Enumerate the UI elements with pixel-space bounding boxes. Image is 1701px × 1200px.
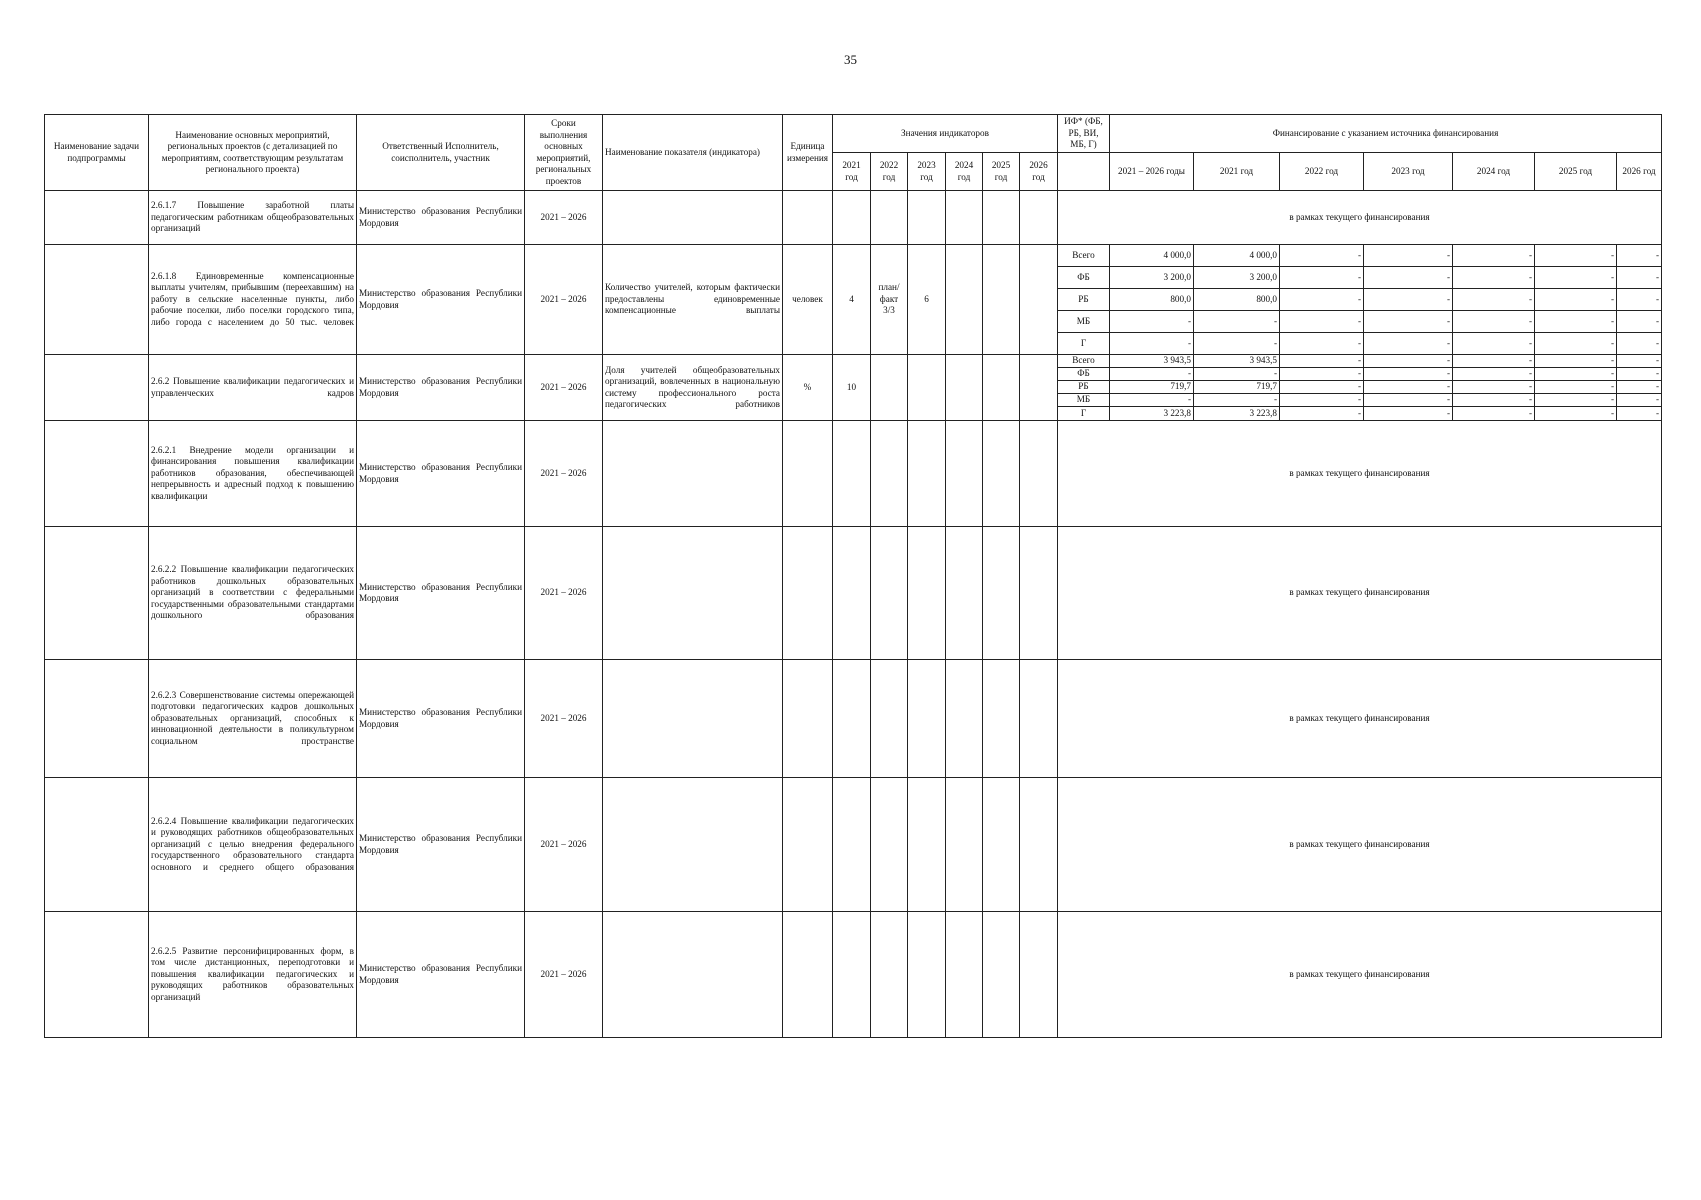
measure-cell: 2.6.1.7 Повышение заработной платы педагогическим работникам общеобразовательных организаций [149, 191, 357, 245]
page-number: 35 [844, 52, 857, 67]
fin-total: - [1110, 368, 1194, 381]
terms-cell: 2021 – 2026 [525, 660, 603, 778]
unit-cell: человек [783, 245, 833, 355]
source-cell: МБ [1058, 394, 1110, 407]
header-measures: Наименование основных мероприятий, региональных проектов (с детализацией по мероприятиям, соответствующим результатам регионального проекта) [149, 115, 357, 191]
header-fin-2026: 2026 год [1617, 153, 1662, 191]
source-cell: ФБ [1058, 267, 1110, 289]
header-fin-2023: 2023 год [1364, 153, 1453, 191]
header-unit: Единица измерения [783, 115, 833, 191]
source-cell: Всего [1058, 245, 1110, 267]
fin-2021: 719,7 [1194, 381, 1280, 394]
terms-cell: 2021 – 2026 [525, 778, 603, 912]
measure-cell: 2.6.2.5 Развитие персонифицированных форм, в том числе дистанционных, переподготовки и повышения квалификации педагогических и руководящих работников образовательных организаций [149, 912, 357, 1038]
executor-cell: Министерство образования Республики Мордовия [357, 912, 525, 1038]
source-cell: РБ [1058, 289, 1110, 311]
terms-cell: 2021 – 2026 [525, 191, 603, 245]
table-row [45, 778, 1662, 912]
fin-total: - [1110, 333, 1194, 355]
header-source: ИФ* (ФБ, РБ, ВИ, МБ, Г) [1058, 115, 1110, 153]
header-fin-2025: 2025 год [1535, 153, 1617, 191]
header-year-2022: 2022 год [871, 153, 908, 191]
header-fin-2022: 2022 год [1280, 153, 1364, 191]
fin-2021: 3 200,0 [1194, 267, 1280, 289]
header-fin-total: 2021 – 2026 годы [1110, 153, 1194, 191]
financing-note: в рамках текущего финансирования [1058, 660, 1662, 778]
header-year-2024: 2024 год [946, 153, 983, 191]
fin-2021: 3 223,8 [1194, 407, 1280, 421]
financing-note: в рамках текущего финансирования [1058, 421, 1662, 527]
executor-cell: Министерство образования Республики Мордовия [357, 421, 525, 527]
measure-cell: 2.6.2.3 Совершенствование системы опережающей подготовки педагогических кадров дошкольных образовательных организаций, способных к инновационной деятельности в поликультурном социальном пространстве [149, 660, 357, 778]
header-year-2023: 2023 год [908, 153, 946, 191]
table-row: РБ 800,0 800,0 - - - - - [45, 289, 1662, 311]
fin-2021: 800,0 [1194, 289, 1280, 311]
header-source-empty [1058, 153, 1110, 191]
table-row: 2.6.1.8 Единовременные компенсационные выплаты учителям, прибывшим (переехавшим) на работу в сельские населенные пункты, либо рабочие поселки, либо поселки городского типа, либо города с населением до 50 тыс. человек Министерство образования Республики Мордовия 2021 – 2026 Количество учителей, которым фактически предоставлены единовременные компенсационные выплаты человек 4 план/ факт 3/3 6 Всего 4 000,0 4 000,0 - - - - - [45, 245, 1662, 267]
fin-2021: - [1194, 333, 1280, 355]
header-terms: Сроки выполнения основных мероприятий, региональных проектов [525, 115, 603, 191]
fin-total: 3 223,8 [1110, 407, 1194, 421]
source-cell: Г [1058, 407, 1110, 421]
header-fin-2021: 2021 год [1194, 153, 1280, 191]
table-row: МБ - - - - - - - [45, 394, 1662, 407]
terms-cell: 2021 – 2026 [525, 355, 603, 421]
measure-cell: 2.6.2 Повышение квалификации педагогических и управленческих кадров [149, 355, 357, 421]
terms-cell: 2021 – 2026 [525, 527, 603, 660]
table-row: Г - - - - - - - [45, 333, 1662, 355]
header-year-2026: 2026 год [1020, 153, 1058, 191]
header-row [45, 115, 1662, 153]
value-2021: 4 [833, 245, 871, 355]
fin-2021: 3 943,5 [1194, 355, 1280, 368]
fin-total: - [1110, 394, 1194, 407]
executor-cell: Министерство образования Республики Мордовия [357, 527, 525, 660]
value-2021: 10 [833, 355, 871, 421]
table-row [45, 421, 1662, 527]
header-indicator: Наименование показателя (индикатора) [603, 115, 783, 191]
source-cell: ФБ [1058, 368, 1110, 381]
header-task: Наименование задачи подпрограммы [45, 115, 149, 191]
measure-cell: 2.6.2.1 Внедрение модели организации и финансирования повышения квалификации работников образования, обеспечивающей непрерывность и адресный подход к повышению квалификации [149, 421, 357, 527]
table-row [45, 912, 1662, 1038]
table-row: ФБ - - - - - - - [45, 368, 1662, 381]
fin-2021: - [1194, 311, 1280, 333]
table-row: МБ - - - - - - - [45, 311, 1662, 333]
fin-total: 3 943,5 [1110, 355, 1194, 368]
executor-cell: Министерство образования Республики Мордовия [357, 660, 525, 778]
table-row: РБ 719,7 719,7 - - - - - [45, 381, 1662, 394]
header-year-2021: 2021 год [833, 153, 871, 191]
source-cell: РБ [1058, 381, 1110, 394]
source-cell: Всего [1058, 355, 1110, 368]
executor-cell: Министерство образования Республики Мордовия [357, 245, 525, 355]
measure-cell: 2.6.1.8 Единовременные компенсационные выплаты учителям, прибывшим (переехавшим) на работу в сельские населенные пункты, либо рабочие поселки, либо поселки городского типа, либо города с населением до 50 тыс. человек [149, 245, 357, 355]
unit-cell: % [783, 355, 833, 421]
table-row: Г 3 223,8 3 223,8 - - - - - [45, 407, 1662, 421]
source-cell: МБ [1058, 311, 1110, 333]
table-row [45, 660, 1662, 778]
header-executor: Ответственный Исполнитель, соисполнитель, участник [357, 115, 525, 191]
table-row: 2.6.2 Повышение квалификации педагогических и управленческих кадров Министерство образования Республики Мордовия 2021 – 2026 Доля учителей общеобразовательных организаций, вовлеченных в национальную систему профессионального роста педагогических работников % 10 Всего 3 943,5 3 943,5 - - - - - [45, 355, 1662, 368]
indicator-cell: Количество учителей, которым фактически предоставлены единовременные компенсационные выплаты [603, 245, 783, 355]
fin-total: 719,7 [1110, 381, 1194, 394]
financing-note: в рамках текущего финансирования [1058, 912, 1662, 1038]
program-table [44, 114, 1662, 1038]
fin-2021: - [1194, 368, 1280, 381]
header-financing: Финансирование с указанием источника финансирования [1110, 115, 1662, 153]
executor-cell: Министерство образования Республики Мордовия [357, 191, 525, 245]
table-row [45, 191, 1662, 245]
executor-cell: Министерство образования Республики Мордовия [357, 355, 525, 421]
terms-cell: 2021 – 2026 [525, 912, 603, 1038]
header-year-2025: 2025 год [983, 153, 1020, 191]
source-cell: Г [1058, 333, 1110, 355]
fin-total: 3 200,0 [1110, 267, 1194, 289]
terms-cell: 2021 – 2026 [525, 245, 603, 355]
header-indicator-values: Значения индикаторов [833, 115, 1058, 153]
fin-2021: - [1194, 394, 1280, 407]
terms-cell: 2021 – 2026 [525, 421, 603, 527]
fin-2021: 4 000,0 [1194, 245, 1280, 267]
value-2023: 6 [908, 245, 946, 355]
table-row: ФБ 3 200,0 3 200,0 - - - - - [45, 267, 1662, 289]
measure-cell: 2.6.2.2 Повышение квалификации педагогических работников дошкольных образовательных организаций в соответствии с федеральными государственными образовательными стандартами дошкольного образования [149, 527, 357, 660]
executor-cell: Министерство образования Республики Мордовия [357, 778, 525, 912]
financing-note: в рамках текущего финансирования [1058, 778, 1662, 912]
fin-total: - [1110, 311, 1194, 333]
value-2022: план/ факт 3/3 [871, 245, 908, 355]
financing-note: в рамках текущего финансирования [1058, 191, 1662, 245]
table-row [45, 527, 1662, 660]
financing-note: в рамках текущего финансирования [1058, 527, 1662, 660]
indicator-cell: Доля учителей общеобразовательных организаций, вовлеченных в национальную систему профессионального роста педагогических работников [603, 355, 783, 421]
measure-cell: 2.6.2.4 Повышение квалификации педагогических и руководящих работников общеобразовательных организаций с целью внедрения федерального государственного образовательного стандарта основного и среднего общего образования [149, 778, 357, 912]
header-fin-2024: 2024 год [1453, 153, 1535, 191]
fin-total: 4 000,0 [1110, 245, 1194, 267]
fin-total: 800,0 [1110, 289, 1194, 311]
